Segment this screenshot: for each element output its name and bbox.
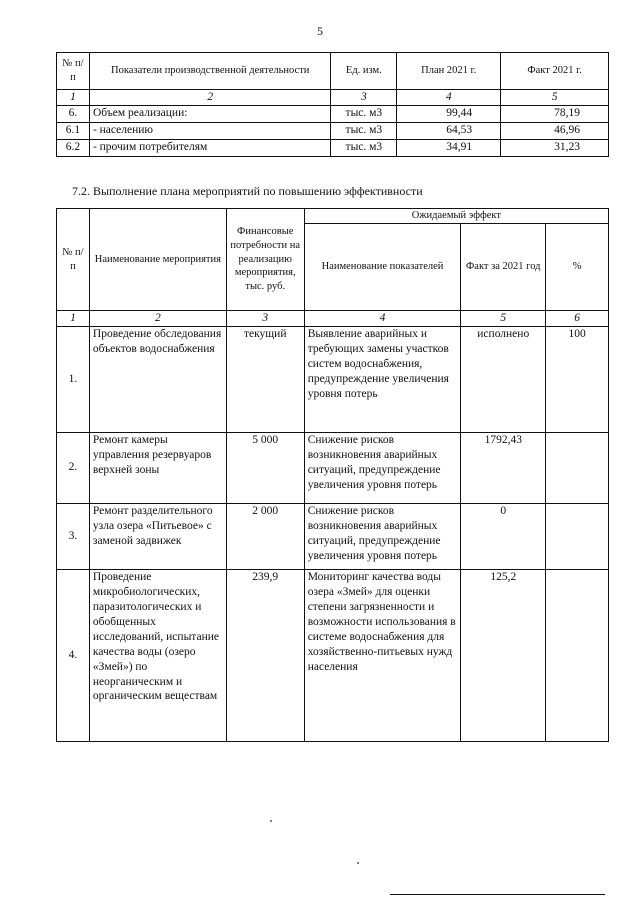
percent-value: 100 [546, 326, 609, 432]
header-cell: % [546, 224, 609, 311]
indicator-name: Объем реализации: [89, 105, 330, 122]
page-number: 5 [317, 24, 323, 38]
index-cell: 2 [89, 90, 330, 106]
measure-name: Ремонт разделительного узла озера «Питьевое» с заменой задвижек [89, 503, 226, 569]
percent-value [546, 569, 609, 741]
row-number: 2. [57, 432, 90, 503]
index-cell: 5 [461, 311, 546, 327]
index-cell: 4 [397, 90, 501, 106]
row-number: 6. [57, 105, 90, 122]
fact-value: 1792,43 [461, 432, 546, 503]
column-index-row [57, 311, 609, 327]
column-index-row [57, 90, 609, 106]
percent-value [546, 503, 609, 569]
row-number: 1. [57, 326, 90, 432]
fact-value: исполнено [461, 326, 546, 432]
section-title: 7.2. Выполнение плана мероприятий по повышению эффективности [72, 184, 423, 198]
fact-value: 125,2 [461, 569, 546, 741]
signature-line [390, 894, 605, 895]
table-header-row [57, 53, 609, 90]
unit: тыс. м3 [331, 139, 397, 156]
table-row [57, 105, 609, 122]
scan-speck [270, 820, 272, 822]
indicator-name: - прочим потребителям [89, 139, 330, 156]
indicator-name: Мониторинг качества воды озера «Змей» для оценки степени загрязненности и возможности использования в системе водоснабжения для хозяйственно-питьевых нужд населения [304, 569, 461, 741]
row-number: 3. [57, 503, 90, 569]
header-cell: Финансовые потребности на реализацию мероприятия, тыс. руб. [226, 209, 304, 311]
index-cell: 2 [89, 311, 226, 327]
header-cell: Показатели производственной деятельности [89, 53, 330, 90]
header-cell: Факт 2021 г. [501, 53, 609, 90]
index-cell: 3 [226, 311, 304, 327]
measure-name: Проведение обследования объектов водоснабжения [89, 326, 226, 432]
measure-name: Ремонт камеры управления резервуаров верхней зоны [89, 432, 226, 503]
row-number: 4. [57, 569, 90, 741]
table-row [57, 139, 609, 156]
index-cell: 3 [331, 90, 397, 106]
index-cell: 1 [57, 90, 90, 106]
indicator-name: Выявление аварийных и требующих замены участков систем водоснабжения, предупреждение увеличения уровня потерь [304, 326, 461, 432]
header-cell: Наименование мероприятия [89, 209, 226, 311]
plan-value: 34,91 [397, 139, 501, 156]
row-number: 6.2 [57, 139, 90, 156]
scan-speck [357, 862, 359, 864]
table-row [57, 432, 609, 503]
table-row [57, 326, 609, 432]
row-number: 6.1 [57, 122, 90, 139]
table-row [57, 503, 609, 569]
header-cell: Ожидаемый эффект [304, 209, 608, 224]
index-cell: 1 [57, 311, 90, 327]
plan-value: 64,53 [397, 122, 501, 139]
percent-value [546, 432, 609, 503]
table-header-row [57, 209, 609, 224]
plan-value: 99,44 [397, 105, 501, 122]
header-cell: Наименование показателей [304, 224, 461, 311]
header-cell: № п/п [57, 209, 90, 311]
header-cell: № п/п [57, 53, 90, 90]
financing: текущий [226, 326, 304, 432]
measure-name: Проведение микробиологических, паразитологических и обобщенных исследований, испытание качества воды (озеро «Змей») по неорганическим и органическим веществам [89, 569, 226, 741]
financing: 239,9 [226, 569, 304, 741]
financing: 5 000 [226, 432, 304, 503]
unit: тыс. м3 [331, 122, 397, 139]
table-row [57, 122, 609, 139]
indicator-name: Снижение рисков возникновения аварийных ситуаций, предупреждение увеличения уровня потерь [304, 503, 461, 569]
fact-value: 0 [461, 503, 546, 569]
index-cell: 4 [304, 311, 461, 327]
efficiency-measures-table [56, 208, 609, 742]
fact-value: 46,96 [501, 122, 609, 139]
financing: 2 000 [226, 503, 304, 569]
fact-value: 31,23 [501, 139, 609, 156]
header-cell: Факт за 2021 год [461, 224, 546, 311]
index-cell: 5 [501, 90, 609, 106]
table-row [57, 569, 609, 741]
fact-value: 78,19 [501, 105, 609, 122]
production-indicators-table [56, 52, 609, 157]
indicator-name: - населению [89, 122, 330, 139]
indicator-name: Снижение рисков возникновения аварийных ситуаций, предупреждение увеличения уровня потерь [304, 432, 461, 503]
header-cell: План 2021 г. [397, 53, 501, 90]
header-cell: Ед. изм. [331, 53, 397, 90]
index-cell: 6 [546, 311, 609, 327]
unit: тыс. м3 [331, 105, 397, 122]
